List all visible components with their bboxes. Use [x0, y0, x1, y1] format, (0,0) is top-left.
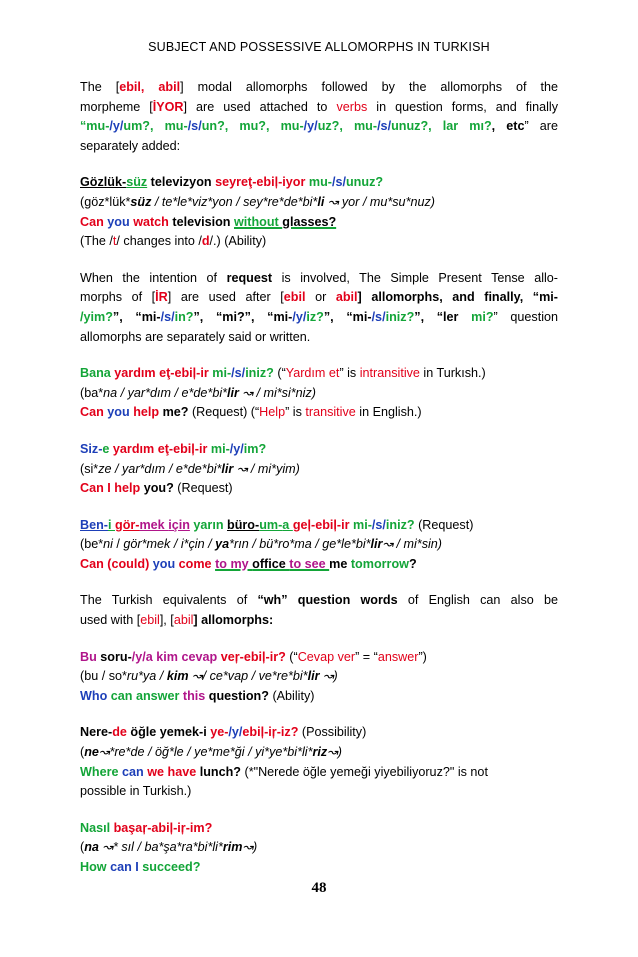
example-request-3 [80, 516, 558, 575]
intro-line-3 [80, 117, 558, 137]
word: cevap [181, 649, 221, 664]
request-line-1 [80, 269, 558, 289]
buffer: /s/ [231, 366, 246, 381]
stress: lir [221, 461, 234, 476]
intro-paragraph [80, 78, 558, 156]
english-translation [80, 555, 558, 575]
word: you [107, 405, 134, 420]
text: ” question [493, 309, 559, 324]
text: (be* [80, 537, 104, 552]
verb: ebiļ-iŗ-iz? [242, 725, 299, 740]
question-suffix: unuz? [345, 175, 384, 190]
question-suffix: mu- [305, 175, 332, 190]
text: *ya / [138, 669, 167, 684]
buffer: /s/ [371, 309, 386, 324]
text: ze [98, 461, 112, 476]
example-request-1 [80, 364, 558, 423]
buffer: /y/ [292, 309, 307, 324]
word: soru- [100, 649, 132, 664]
word: Can I [80, 481, 115, 496]
abil-term: abil [335, 290, 358, 305]
text: gör [123, 537, 142, 552]
word: question? [208, 688, 269, 703]
word: Who [80, 688, 111, 703]
text: ↝ / mi*yim) [233, 461, 300, 476]
text: “wh” question words [257, 593, 398, 608]
text: ”, “mi- [112, 309, 161, 324]
syllabification [80, 460, 558, 480]
stress: lir [227, 385, 239, 400]
word: öğle yemek- [126, 725, 204, 740]
stress: ne [84, 745, 99, 760]
text: / changes into / [116, 234, 202, 249]
suffix: i [203, 725, 211, 740]
text: ↝ / mi*si*niz) [238, 385, 316, 400]
letter: d [201, 234, 210, 249]
suffix: iniz? [385, 517, 415, 532]
word: transitive [305, 405, 356, 420]
text: (si* [80, 461, 99, 476]
ir-term: İR [155, 290, 168, 305]
suffix: un? [201, 119, 225, 134]
text: ”, “ler [414, 309, 472, 324]
suffix: , lar mı? [428, 119, 492, 134]
intro-line-4: separately added: [80, 138, 181, 153]
word: büro- [227, 517, 260, 532]
request-paragraph [80, 269, 558, 347]
text: ↝ / mi*sin) [382, 537, 442, 552]
suffix: e [102, 441, 110, 456]
word: me [329, 556, 351, 571]
text: The [ [80, 80, 120, 94]
text: / yar*dım / e*de*bi* [111, 461, 222, 476]
english-translation [80, 213, 558, 233]
text: (göz*lük* [80, 194, 131, 209]
english-translation [80, 763, 558, 783]
syllabification [80, 667, 558, 687]
syllabification [80, 535, 558, 555]
iyor-term: İYOR [152, 99, 184, 114]
word: Can [80, 214, 108, 229]
text: ↝/ ce*vap / ve*re*bi* [188, 669, 308, 684]
note [80, 232, 558, 252]
text: request [226, 270, 273, 285]
text: in English.) [355, 405, 422, 420]
text: ↝*re*de / öğ*le / ye*me*ği / yi*ye*bi*li* [98, 745, 313, 760]
word: me? [162, 405, 189, 420]
word: can I [110, 860, 143, 874]
word: come [178, 556, 216, 571]
example-request-2 [80, 440, 558, 499]
suffix: /yim? [80, 309, 113, 324]
word: can [122, 764, 148, 779]
word: Gözlük- [80, 175, 127, 190]
word: için [168, 517, 190, 532]
word: televizyon [147, 175, 216, 190]
text: ↝ yor / mu*su*nuz) [324, 194, 435, 209]
text: (ba* [80, 385, 104, 400]
word: Yardım et [285, 366, 340, 381]
word: help [133, 405, 163, 420]
request-line-3 [80, 308, 558, 328]
buffer: /y/ [303, 119, 318, 134]
suffix: mi- [207, 441, 230, 456]
stress: kim [166, 669, 189, 684]
turkish-sentence [80, 364, 558, 384]
stress: lir [307, 669, 320, 684]
request-line-4: allomorphs are separately said or written. [80, 329, 311, 344]
word: Ben- [80, 517, 108, 532]
word: you [107, 214, 134, 229]
stress: ya [215, 537, 230, 552]
text: in question forms, and finally [367, 99, 558, 114]
text: (*"Nerede öğle yemeği yiyebiliyoruz?" is not [241, 764, 488, 779]
suffix: a [282, 517, 293, 532]
ebil-abil-term: ebil, abil [119, 80, 181, 94]
word: Where [80, 764, 122, 779]
word: Can [80, 405, 108, 420]
word: you [152, 556, 179, 571]
suffix: , mu- [265, 119, 304, 134]
suffix: iniz? [245, 366, 274, 381]
suffix: iz? [306, 309, 324, 324]
word: we have [147, 764, 200, 779]
word: you? [143, 481, 174, 496]
word: kim [152, 649, 182, 664]
text: (“ [285, 649, 298, 664]
text: ” are [524, 119, 558, 134]
verb: yardım eţ-ebiļ-ir [109, 441, 208, 456]
text: ↝) [319, 669, 338, 684]
syllabification [80, 384, 558, 404]
english-translation [80, 479, 558, 499]
text: ( [80, 840, 85, 855]
verb: veŗ-ebiļ-ir? [220, 649, 286, 664]
text: (Ability) [268, 688, 315, 703]
text: ↝) [327, 745, 342, 760]
suffix: /y/a [131, 649, 153, 664]
text: ] are used attached to [183, 99, 337, 114]
syllabification [80, 193, 558, 213]
text: ” = “ [355, 649, 378, 664]
syllabification [80, 838, 558, 858]
text: ↝* sıl / ba*şa*ra*bi*li* [98, 840, 223, 855]
text: (“ [273, 366, 286, 381]
verb: geļ-ebiļ-ir [292, 517, 350, 532]
word: to my [215, 556, 253, 571]
text: (Request) [173, 481, 233, 496]
text: ] allomorphs: [193, 613, 274, 628]
ebil-term: ebil [283, 290, 306, 305]
stress: riz [312, 745, 328, 760]
text: /.) (Ability) [209, 234, 267, 249]
page-number: 48 [311, 880, 327, 896]
turkish-sentence [80, 440, 558, 460]
text: ma [294, 537, 312, 552]
text: ”, “mi? [193, 309, 245, 324]
text: or [305, 290, 336, 305]
suffix: i [108, 517, 115, 532]
buffer: /s/ [377, 119, 392, 134]
suffix: um? [123, 119, 150, 134]
suffix: mi? [471, 309, 494, 324]
page-body [80, 78, 558, 895]
word: Siz- [80, 441, 103, 456]
text: of English can also be [397, 593, 559, 608]
ebil-term: ebil [140, 613, 160, 628]
text: When the intention of [80, 270, 227, 285]
buffer: /y/ [109, 119, 124, 134]
buffer: /s/ [160, 309, 175, 324]
word: Nere- [80, 725, 113, 740]
suffix: de [112, 725, 127, 740]
letter: t [112, 234, 117, 249]
text: morphs of [ [80, 290, 156, 305]
stress: lir [370, 537, 383, 552]
word: office [252, 556, 290, 571]
word: television [172, 214, 234, 229]
text: in Turkısh.) [419, 366, 486, 381]
verb: yardım eţ-ebiļ-ir [114, 366, 209, 381]
text: ] are used after [ [167, 290, 284, 305]
wh-paragraph [80, 591, 558, 630]
text: *rın / bü*ro* [229, 537, 295, 552]
word: Bu [80, 649, 101, 664]
intro-line-1 [80, 78, 558, 98]
suffix: süz [126, 175, 148, 190]
example-ability-1 [80, 173, 558, 251]
text: ” is [285, 405, 306, 420]
english-translation [80, 687, 558, 707]
buffer: /y/ [228, 725, 243, 740]
turkish-sentence [80, 819, 558, 839]
word: this [182, 688, 209, 703]
suffix: um- [259, 517, 283, 532]
buffer: /s/ [187, 119, 202, 134]
suffix: “mu- [80, 119, 110, 134]
stress: rim [222, 840, 243, 855]
word: help [114, 481, 144, 496]
word: Bana [80, 366, 115, 381]
word: Nasıl [80, 820, 114, 835]
suffix: , mu- [150, 119, 188, 134]
word: yarın [189, 517, 228, 532]
suffix: uz? [317, 119, 340, 134]
suffix: unuz? [391, 119, 429, 134]
text: (Possibility) [298, 725, 367, 740]
text: ”, “mi- [323, 309, 372, 324]
word: Help [259, 405, 286, 420]
wh-line-2 [80, 611, 558, 631]
text: The Turkish equivalents of [80, 593, 258, 608]
verb: gör- [115, 517, 140, 532]
verb: seyreţ-ebiļ-iyor [215, 175, 306, 190]
example-wh-2 [80, 723, 558, 801]
word: glasses? [282, 214, 337, 229]
suffix: in? [174, 309, 194, 324]
text: (bu / so* [80, 669, 127, 684]
suffix: , mu- [339, 119, 378, 134]
text: ”) [418, 649, 427, 664]
intro-line-2 [80, 98, 558, 118]
example-wh-1 [80, 648, 558, 707]
text: (Request) [414, 517, 474, 532]
word: watch [133, 214, 173, 229]
syllabification [80, 743, 558, 763]
stress: süz [130, 194, 152, 209]
buffer: /s/ [331, 175, 346, 190]
suffix: , mu? [224, 119, 266, 134]
word: to see [289, 556, 330, 571]
text: na [103, 385, 118, 400]
word: tomorrow [350, 556, 409, 571]
text: is involved, The Simple Present Tense allo- [272, 270, 558, 285]
stress: na [84, 840, 99, 855]
text: ↝) [242, 840, 258, 855]
text: ” is [339, 366, 360, 381]
word: lunch? [199, 764, 241, 779]
suffix: mi- [349, 517, 372, 532]
note: possible in Turkish.) [80, 784, 192, 799]
text: / te*le*viz*yon / sey*re*de*bi* [151, 194, 318, 209]
text: ( [80, 745, 85, 760]
word: succeed? [142, 860, 201, 874]
text: / [112, 537, 124, 552]
text: , etc [491, 119, 525, 134]
word: ? [408, 556, 417, 571]
wh-line-1 [80, 591, 558, 611]
text: ”, “mi- [244, 309, 293, 324]
text: ] allomorphs, and finally, “mi- [357, 290, 558, 305]
example-wh-3 [80, 819, 558, 878]
word: Can (could) [80, 556, 153, 571]
text: ru [126, 669, 139, 684]
buffer: /y/ [229, 441, 244, 456]
text: used with [ [80, 613, 141, 628]
request-line-2 [80, 288, 558, 308]
text: (Request) (“ [188, 405, 260, 420]
turkish-sentence [80, 516, 558, 536]
suffix: mek [139, 517, 169, 532]
text: *mek / i*çin / [141, 537, 216, 552]
page-header: SUBJECT AND POSSESSIVE ALLOMORPHS IN TURKISH [148, 40, 490, 54]
english-translation [80, 858, 558, 878]
suffix: im? [243, 441, 267, 456]
word: answer [377, 649, 419, 664]
text: (The / [80, 234, 113, 249]
text: ] modal allomorphs followed by the allomorphs of the [180, 80, 559, 94]
stress: li [317, 194, 325, 209]
text: morpheme [ [80, 99, 153, 114]
verb: ye- [210, 725, 229, 740]
suffix: mi- [208, 366, 232, 381]
word: can answer [110, 688, 183, 703]
word: intransitive [359, 366, 420, 381]
text: ], [ [159, 613, 174, 628]
text: ni [103, 537, 113, 552]
verbs-term: verbs [336, 99, 368, 114]
buffer: /s/ [371, 517, 386, 532]
word: without [233, 214, 283, 229]
turkish-sentence [80, 648, 558, 668]
text: / ge*le*bi* [311, 537, 371, 552]
english-translation [80, 403, 558, 423]
verb: başaŗ-abiļ-iŗ-im? [113, 820, 213, 835]
text: / yar*dım / e*de*bi* [117, 385, 228, 400]
turkish-sentence [80, 173, 558, 193]
word: How [80, 860, 111, 874]
abil-term: abil [173, 613, 194, 628]
suffix: iniz? [385, 309, 415, 324]
turkish-sentence [80, 723, 558, 743]
word: Cevap ver [297, 649, 356, 664]
